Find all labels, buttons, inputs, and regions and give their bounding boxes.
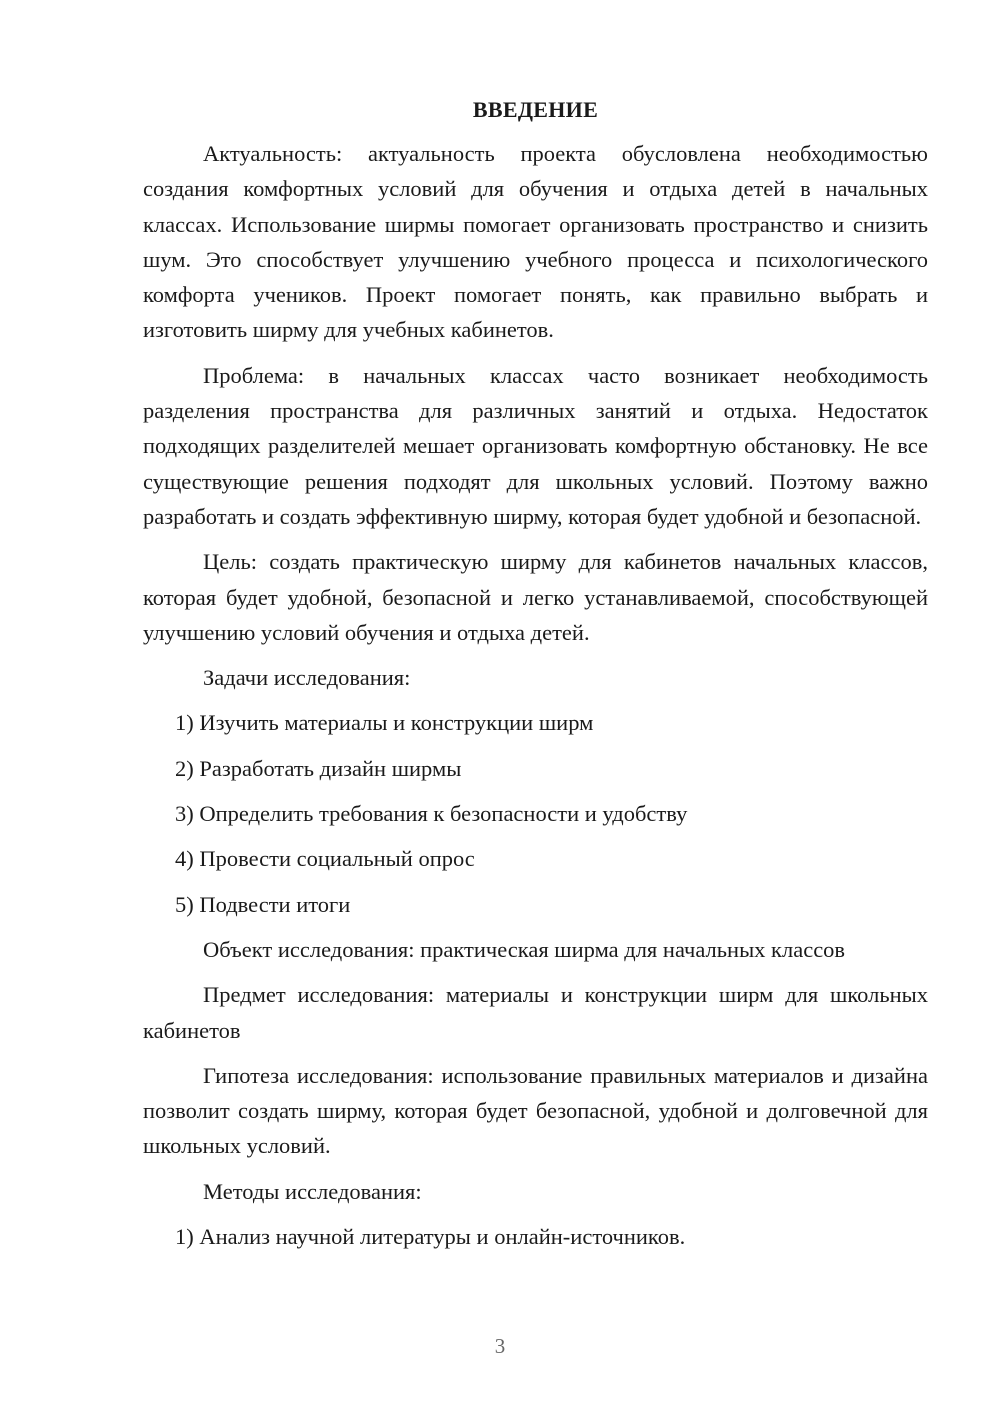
object-line: Объект исследования: практическая ширма для начальных классов: [203, 936, 846, 962]
task-item: 2) Разработать дизайн ширмы: [175, 755, 462, 781]
task-item: 4) Провести социальный опрос: [175, 846, 475, 872]
hypothesis-paragraph: Гипотеза исследования: использование правильных материалов и дизайна позволит создать ширму, которая будет безопасной, удобной и долговечной для школьных условий.: [143, 1062, 928, 1159]
task-item: 5) Подвести итоги: [175, 891, 351, 917]
goal-paragraph: Цель: создать практическую ширму для кабинетов начальных классов, которая будет удобной, безопасной и легко устанавливаемой, способствующей улучшению условий обучения и отдыха детей.: [143, 549, 928, 645]
tasks-title: Задачи исследования:: [203, 665, 411, 691]
relevance-paragraph: Актуальность: актуальность проекта обусловлена необходимостью создания комфортных условий для обучения и отдыха детей в начальных классах. Использование ширмы помогает организовать пространство и снизить шум. Это способствует улучшению учебного процесса и психологического комфорта учеников. Проект помогает понять, как правильно выбрать и изготовить ширму для учебных кабинетов.: [143, 141, 928, 343]
method-item: 1) Анализ научной литературы и онлайн-источников.: [175, 1224, 686, 1250]
page-title: ВВЕДЕНИЕ: [472, 97, 599, 122]
subject-paragraph: Предмет исследования: материалы и конструкции ширм для школьных кабинетов: [143, 982, 928, 1043]
task-item: 3) Определить требования к безопасности и удобству: [175, 801, 688, 827]
methods-title: Методы исследования:: [203, 1178, 422, 1204]
document-page: [143, 96, 928, 1264]
task-item: 1) Изучить материалы и конструкции ширм: [175, 710, 594, 736]
page-number: 3: [494, 1334, 506, 1358]
problem-paragraph: Проблема: в начальных классах часто возникает необходимость разделения пространства для различных занятий и отдыха. Недостаток подходящих разделителей мешает организовать комфортную обстановку. Не все существующие решения подходят для школьных условий. Поэтому важно разработать и создать эффективную ширму, которая будет удобной и безопасной.: [143, 362, 928, 529]
